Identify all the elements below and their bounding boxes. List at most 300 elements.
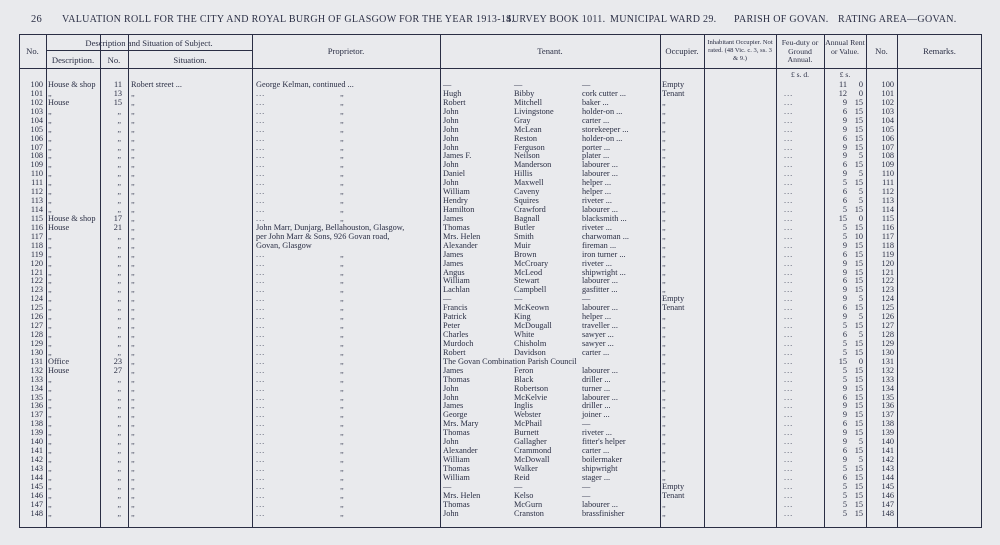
row-rent-shillings: 15 xyxy=(854,249,863,259)
row-proprietor-ditto: „ xyxy=(340,178,345,188)
row-number-right: 125 xyxy=(881,303,894,313)
row-tenant-occupation: riveter ... xyxy=(582,196,612,206)
row-proprietor: George Kelman, continued ... xyxy=(256,80,354,89)
row-number: 135 xyxy=(30,392,43,402)
row-feu-dots: ... xyxy=(784,231,794,241)
row-tenant-surname: McLean xyxy=(514,124,542,134)
col-feu-duty: Feu-duty or Ground Annual. xyxy=(781,38,819,64)
row-number-right: 131 xyxy=(881,356,894,366)
row-rent-shillings: 15 xyxy=(854,338,863,348)
row-house-number: „ xyxy=(117,276,122,286)
row-number: 133 xyxy=(30,374,43,384)
row-proprietor: ... xyxy=(256,160,266,170)
row-description: „ xyxy=(48,267,53,277)
row-number: 109 xyxy=(30,160,43,170)
row-proprietor-ditto: „ xyxy=(340,330,345,340)
row-rent-pounds: 12 xyxy=(838,88,847,98)
row-rent-pounds: 5 xyxy=(842,463,847,473)
row-house-number: „ xyxy=(117,106,122,116)
row-proprietor-ditto: „ xyxy=(340,455,345,465)
row-tenant-first: John xyxy=(443,508,459,518)
row-number-right: 139 xyxy=(881,428,894,438)
table-row xyxy=(0,107,1000,116)
row-house-number: „ xyxy=(117,392,122,402)
row-occupier: „ xyxy=(662,151,667,161)
table-row xyxy=(0,303,1000,312)
row-tenant-first: James xyxy=(443,365,464,375)
row-situation: „ xyxy=(131,428,136,438)
row-feu-dots: ... xyxy=(784,285,794,295)
row-feu-dots: ... xyxy=(784,151,794,161)
row-situation: „ xyxy=(131,508,136,518)
row-tenant-occupation: storekeeper ... xyxy=(582,124,629,134)
row-proprietor-ditto: „ xyxy=(340,294,345,304)
table-row xyxy=(0,393,1000,402)
row-rent-shillings: 15 xyxy=(854,115,863,125)
row-number-right: 121 xyxy=(881,267,894,277)
row-situation: „ xyxy=(131,410,136,420)
parish: PARISH OF GOVAN. xyxy=(734,14,829,25)
row-proprietor: ... xyxy=(256,151,266,161)
row-number-right: 126 xyxy=(881,312,894,322)
row-proprietor-ditto: „ xyxy=(340,347,345,357)
table-row xyxy=(0,125,1000,134)
row-situation: „ xyxy=(131,338,136,348)
row-rent-shillings: 15 xyxy=(854,303,863,313)
table-row xyxy=(0,357,1000,366)
col-tenant: Tenant. xyxy=(537,46,563,56)
row-situation: „ xyxy=(131,133,136,143)
row-house-number: „ xyxy=(117,258,122,268)
row-occupier: Empty xyxy=(662,294,685,304)
row-description: „ xyxy=(48,205,53,215)
row-occupier: „ xyxy=(662,472,667,482)
row-proprietor: ... xyxy=(256,508,266,518)
row-situation: „ xyxy=(131,330,136,340)
row-number: 143 xyxy=(30,463,43,473)
col-occupier: Occupier. xyxy=(665,46,699,56)
row-rent-shillings: 15 xyxy=(854,374,863,384)
row-occupier: „ xyxy=(662,374,667,384)
row-house-number: „ xyxy=(117,124,122,134)
table-row xyxy=(0,384,1000,393)
row-situation: „ xyxy=(131,401,136,411)
row-feu-dots: ... xyxy=(784,455,794,465)
row-situation: „ xyxy=(131,97,136,107)
row-number-right: 100 xyxy=(881,80,894,89)
row-rent-shillings: 15 xyxy=(854,178,863,188)
row-number: 136 xyxy=(30,401,43,411)
row-rent-pounds: 11 xyxy=(839,80,847,89)
row-feu-dots: ... xyxy=(784,213,794,223)
row-tenant-surname: Walker xyxy=(514,463,538,473)
row-rent-pounds: 9 xyxy=(842,410,847,420)
row-occupier: Tenant xyxy=(662,303,685,313)
table-row xyxy=(0,143,1000,152)
row-number: 134 xyxy=(30,383,43,393)
row-rent-pounds: 9 xyxy=(842,312,847,322)
row-proprietor-ditto: „ xyxy=(340,365,345,375)
row-description: „ xyxy=(48,160,53,170)
row-description: „ xyxy=(48,151,53,161)
row-house-number: 27 xyxy=(113,365,122,375)
row-number-right: 113 xyxy=(881,196,894,206)
row-description: „ xyxy=(48,142,53,152)
row-tenant-surname: Webster xyxy=(514,410,541,420)
row-house-number: 17 xyxy=(113,213,122,223)
row-proprietor-ditto: „ xyxy=(340,115,345,125)
row-number: 130 xyxy=(30,347,43,357)
row-number-right: 130 xyxy=(881,347,894,357)
row-number: 132 xyxy=(30,365,43,375)
row-tenant-occupation: stager ... xyxy=(582,472,611,482)
row-tenant-first: John xyxy=(443,178,459,188)
row-proprietor: ... xyxy=(256,97,266,107)
row-tenant-occupation: cork cutter ... xyxy=(582,88,627,98)
row-proprietor-ditto: „ xyxy=(340,303,345,313)
row-proprietor-ditto: „ xyxy=(340,437,345,447)
row-tenant-occupation: riveter ... xyxy=(582,258,612,268)
row-occupier: „ xyxy=(662,365,667,375)
row-rent-shillings: 0 xyxy=(858,88,863,98)
row-tenant-first: Francis xyxy=(443,303,468,313)
row-proprietor: ... xyxy=(256,142,266,152)
row-situation: „ xyxy=(131,187,136,197)
row-number-right: 101 xyxy=(881,88,894,98)
row-situation: „ xyxy=(131,463,136,473)
row-occupier: Tenant xyxy=(662,88,685,98)
row-occupier: „ xyxy=(662,356,667,366)
row-description: „ xyxy=(48,446,53,456)
row-rent-shillings: 15 xyxy=(854,97,863,107)
row-description: „ xyxy=(48,455,53,465)
row-description: Office xyxy=(48,356,70,366)
row-number-right: 103 xyxy=(881,106,894,116)
row-number-right: 107 xyxy=(881,142,894,152)
page-number: 26 xyxy=(31,14,43,25)
row-rent-pounds: 6 xyxy=(842,249,847,259)
row-situation: „ xyxy=(131,490,136,500)
row-house-number: „ xyxy=(117,383,122,393)
row-proprietor: Govan, Glasgow xyxy=(256,240,312,250)
row-proprietor: ... xyxy=(256,437,266,447)
row-occupier: „ xyxy=(662,508,667,518)
row-number: 122 xyxy=(30,276,43,286)
row-occupier: „ xyxy=(662,428,667,438)
row-proprietor-ditto: „ xyxy=(340,472,345,482)
row-tenant-occupation: labourer ... xyxy=(582,169,618,179)
row-number-right: 111 xyxy=(882,178,894,188)
row-house-number: „ xyxy=(117,338,122,348)
row-tenant-first: John xyxy=(443,160,459,170)
row-rent-pounds: 9 xyxy=(842,151,847,161)
row-rent-pounds: 6 xyxy=(842,303,847,313)
row-number: 104 xyxy=(30,115,43,125)
row-proprietor-ditto: „ xyxy=(340,392,345,402)
row-feu-dots: ... xyxy=(784,437,794,447)
row-house-number: „ xyxy=(117,205,122,215)
row-feu-dots: ... xyxy=(784,169,794,179)
row-proprietor-ditto: „ xyxy=(340,187,345,197)
row-description: „ xyxy=(48,490,53,500)
row-number-right: 129 xyxy=(881,338,894,348)
row-tenant-occupation: labourer ... xyxy=(582,160,618,170)
row-proprietor-ditto: „ xyxy=(340,124,345,134)
table-row xyxy=(0,214,1000,223)
row-description: „ xyxy=(48,258,53,268)
row-tenant-surname: — xyxy=(514,294,523,304)
row-tenant-first: John xyxy=(443,133,459,143)
row-tenant-occupation: riveter ... xyxy=(582,428,612,438)
row-number-right: 104 xyxy=(881,115,894,125)
row-occupier: „ xyxy=(662,249,667,259)
col-no2: No. xyxy=(107,55,121,65)
row-proprietor-ditto: „ xyxy=(340,428,345,438)
row-number: 140 xyxy=(30,437,43,447)
row-occupier: „ xyxy=(662,222,667,232)
row-situation: „ xyxy=(131,115,136,125)
row-rent-pounds: 9 xyxy=(842,267,847,277)
row-description: „ xyxy=(48,437,53,447)
row-rent-pounds: 9 xyxy=(842,240,847,250)
row-description: „ xyxy=(48,401,53,411)
row-number-right: 132 xyxy=(881,365,894,375)
row-situation: „ xyxy=(131,374,136,384)
row-tenant-occupation: shipwright xyxy=(582,463,618,473)
row-description: „ xyxy=(48,106,53,116)
row-number-right: 114 xyxy=(881,205,894,215)
row-tenant-surname: Butler xyxy=(514,222,535,232)
table-row xyxy=(0,205,1000,214)
row-occupier: „ xyxy=(662,178,667,188)
row-situation: „ xyxy=(131,249,136,259)
row-rent-pounds: 5 xyxy=(842,499,847,509)
row-occupier: „ xyxy=(662,437,667,447)
row-proprietor: ... xyxy=(256,106,266,116)
row-rent-pounds: 15 xyxy=(838,213,847,223)
row-house-number: „ xyxy=(117,481,122,491)
row-rent-shillings: 5 xyxy=(858,455,863,465)
row-number: 113 xyxy=(30,196,43,206)
row-house-number: „ xyxy=(117,472,122,482)
row-tenant-surname: — xyxy=(514,80,523,89)
row-tenant-occupation: shipwright ... xyxy=(582,267,626,277)
row-house-number: „ xyxy=(117,499,122,509)
row-occupier: „ xyxy=(662,97,667,107)
row-situation: „ xyxy=(131,88,136,98)
table-row xyxy=(0,375,1000,384)
row-rent-shillings: 15 xyxy=(854,285,863,295)
row-number: 110 xyxy=(30,169,43,179)
row-rent-pounds: 6 xyxy=(842,446,847,456)
row-tenant-surname: McLeod xyxy=(514,267,543,277)
row-house-number: „ xyxy=(117,115,122,125)
row-tenant-surname: Hillis xyxy=(514,169,533,179)
row-number-right: 118 xyxy=(881,240,894,250)
row-tenant-occupation: baker ... xyxy=(582,97,609,107)
row-rent-shillings: 5 xyxy=(858,437,863,447)
row-number-right: 140 xyxy=(881,437,894,447)
row-proprietor: ... xyxy=(256,312,266,322)
row-occupier: Tenant xyxy=(662,490,685,500)
row-tenant-occupation: driller ... xyxy=(582,401,611,411)
table-row xyxy=(0,285,1000,294)
row-situation: „ xyxy=(131,472,136,482)
table-row xyxy=(0,464,1000,473)
row-rent-shillings: 15 xyxy=(854,240,863,250)
row-rent-shillings: 15 xyxy=(854,428,863,438)
table-row xyxy=(0,223,1000,232)
row-rent-shillings: 10 xyxy=(854,231,863,241)
row-rent-shillings: 15 xyxy=(854,133,863,143)
table-row xyxy=(0,330,1000,339)
row-number-right: 115 xyxy=(881,213,894,223)
row-number-right: 145 xyxy=(881,481,894,491)
table-row xyxy=(0,160,1000,169)
row-feu-dots: ... xyxy=(784,276,794,286)
row-occupier: „ xyxy=(662,213,667,223)
row-situation: „ xyxy=(131,276,136,286)
row-tenant-occupation: — xyxy=(582,294,591,304)
row-tenant-occupation: holder-on ... xyxy=(582,133,623,143)
row-tenant-surname: Ferguson xyxy=(514,142,545,152)
row-tenant-first: Lachlan xyxy=(443,285,470,295)
row-occupier: „ xyxy=(662,401,667,411)
row-rent-shillings: 15 xyxy=(854,446,863,456)
row-tenant-surname: Muir xyxy=(514,240,531,250)
row-tenant-occupation: iron turner ... xyxy=(582,249,626,259)
row-occupier: „ xyxy=(662,419,667,429)
row-description: House xyxy=(48,97,70,107)
row-rent-pounds: 6 xyxy=(842,196,847,206)
row-feu-dots: ... xyxy=(784,356,794,366)
row-proprietor-ditto: „ xyxy=(340,213,345,223)
row-house-number: „ xyxy=(117,133,122,143)
row-number-right: 136 xyxy=(881,401,894,411)
row-situation: „ xyxy=(131,205,136,215)
row-proprietor: ... xyxy=(256,88,266,98)
row-feu-dots: ... xyxy=(784,187,794,197)
table-row xyxy=(0,98,1000,107)
row-proprietor: ... xyxy=(256,401,266,411)
row-situation: „ xyxy=(131,258,136,268)
row-feu-dots: ... xyxy=(784,472,794,482)
row-tenant-first: Robert xyxy=(443,347,466,357)
row-proprietor-ditto: „ xyxy=(340,151,345,161)
row-situation: „ xyxy=(131,437,136,447)
row-tenant-occupation: helper ... xyxy=(582,187,612,197)
row-feu-dots: ... xyxy=(784,446,794,456)
row-proprietor: ... xyxy=(256,124,266,134)
row-proprietor-ditto: „ xyxy=(340,88,345,98)
row-rent-shillings: 15 xyxy=(854,124,863,134)
row-occupier: „ xyxy=(662,240,667,250)
row-house-number: „ xyxy=(117,401,122,411)
row-proprietor: ... xyxy=(256,249,266,259)
row-description: „ xyxy=(48,196,53,206)
row-rent-pounds: 9 xyxy=(842,97,847,107)
row-number-right: 110 xyxy=(881,169,894,179)
row-feu-dots: ... xyxy=(784,178,794,188)
row-rent-pounds: 9 xyxy=(842,142,847,152)
row-tenant-occupation: fireman ... xyxy=(582,240,617,250)
row-tenant-surname: — xyxy=(514,481,523,491)
row-occupier: „ xyxy=(662,499,667,509)
row-feu-dots: ... xyxy=(784,347,794,357)
row-rent-shillings: 15 xyxy=(854,106,863,116)
row-feu-dots: ... xyxy=(784,133,794,143)
row-tenant-surname: Bibby xyxy=(514,88,535,98)
row-feu-dots: ... xyxy=(784,205,794,215)
row-house-number: „ xyxy=(117,490,122,500)
row-house-number: „ xyxy=(117,374,122,384)
row-tenant-occupation: plater ... xyxy=(582,151,610,161)
row-rent-pounds: 5 xyxy=(842,321,847,331)
row-tenant-first: Daniel xyxy=(443,169,466,179)
row-occupier: „ xyxy=(662,347,667,357)
row-rent-shillings: 5 xyxy=(858,196,863,206)
row-proprietor: ... xyxy=(256,213,266,223)
row-description: House & shop xyxy=(48,80,96,89)
row-feu-dots: ... xyxy=(784,490,794,500)
row-tenant-first: John xyxy=(443,392,459,402)
row-description: „ xyxy=(48,249,53,259)
row-tenant-surname: Reid xyxy=(514,472,530,482)
row-tenant-occupation: labourer ... xyxy=(582,276,618,286)
row-number-right: 141 xyxy=(881,446,894,456)
row-proprietor: ... xyxy=(256,303,266,313)
row-proprietor: ... xyxy=(256,330,266,340)
table-row xyxy=(0,259,1000,268)
row-proprietor: ... xyxy=(256,374,266,384)
row-description: „ xyxy=(48,428,53,438)
row-feu-dots: ... xyxy=(784,88,794,98)
row-proprietor-ditto: „ xyxy=(340,97,345,107)
row-tenant-first: Peter xyxy=(443,321,461,331)
table-row xyxy=(0,482,1000,491)
rule xyxy=(46,50,252,51)
row-proprietor-ditto: „ xyxy=(340,401,345,411)
row-proprietor: ... xyxy=(256,419,266,429)
row-number: 112 xyxy=(30,187,43,197)
row-tenant-surname: Kelso xyxy=(514,490,534,500)
row-tenant-first: William xyxy=(443,276,470,286)
row-number: 126 xyxy=(30,312,43,322)
row-situation: „ xyxy=(131,446,136,456)
row-rent-shillings: 15 xyxy=(854,276,863,286)
row-description: „ xyxy=(48,419,53,429)
row-occupier: „ xyxy=(662,106,667,116)
row-number: 111 xyxy=(31,178,43,188)
row-rent-shillings: 15 xyxy=(854,205,863,215)
table-row xyxy=(0,151,1000,160)
row-proprietor-ditto: „ xyxy=(340,258,345,268)
row-number: 120 xyxy=(30,258,43,268)
row-description: „ xyxy=(48,115,53,125)
table-row xyxy=(0,410,1000,419)
row-rent-pounds: 6 xyxy=(842,472,847,482)
table-row xyxy=(0,232,1000,241)
row-occupier: „ xyxy=(662,115,667,125)
row-tenant-first: William xyxy=(443,472,470,482)
row-occupier: „ xyxy=(662,133,667,143)
row-feu-dots: ... xyxy=(784,303,794,313)
row-tenant-first: James xyxy=(443,401,464,411)
row-rent-pounds: 5 xyxy=(842,205,847,215)
row-number: 144 xyxy=(30,472,43,482)
row-proprietor-ditto: „ xyxy=(340,249,345,259)
row-tenant-occupation: fitter's helper xyxy=(582,437,626,447)
